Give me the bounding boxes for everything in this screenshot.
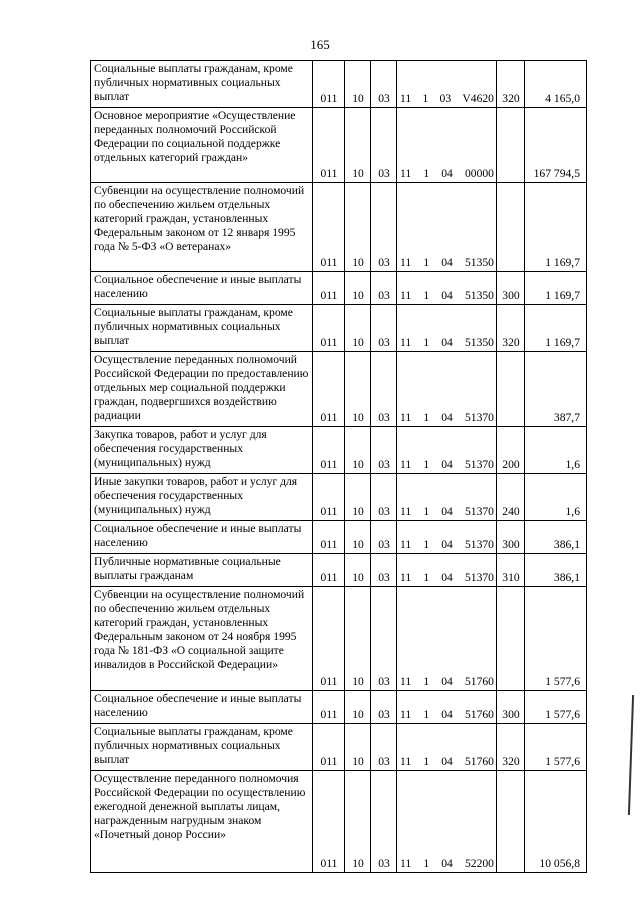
csr-part: 1 xyxy=(423,336,430,349)
csr-part: 51350 xyxy=(464,256,494,269)
table-row xyxy=(91,272,587,305)
row-csr-code xyxy=(397,474,497,521)
row-csr-code xyxy=(397,183,497,272)
row-rz-code: 10 xyxy=(345,61,371,108)
csr-part: 1 xyxy=(423,857,430,870)
row-csr-code xyxy=(397,724,497,771)
csr-parts xyxy=(400,458,494,472)
row-pr-code: 03 xyxy=(371,554,397,587)
row-sum: 1 169,7 xyxy=(525,183,587,272)
table-row xyxy=(91,61,587,108)
csr-parts xyxy=(400,571,494,585)
csr-parts xyxy=(400,857,494,871)
row-sum: 10 056,8 xyxy=(525,771,587,873)
csr-part: 11 xyxy=(400,167,412,180)
row-sum: 1 169,7 xyxy=(525,305,587,352)
row-pr-code: 03 xyxy=(371,771,397,873)
row-gr-code: 011 xyxy=(313,272,345,305)
csr-part: 04 xyxy=(441,708,453,721)
row-csr-code xyxy=(397,554,497,587)
row-name: Социальные выплаты гражданам, кроме публичных нормативных социальных выплат xyxy=(91,61,313,108)
csr-part: 51350 xyxy=(464,289,494,302)
csr-parts xyxy=(400,755,494,769)
row-vr-code xyxy=(497,183,525,272)
csr-part: 04 xyxy=(441,167,453,180)
csr-parts xyxy=(400,336,494,350)
csr-part: 1 xyxy=(423,458,430,471)
table-row xyxy=(91,352,587,427)
row-rz-code: 10 xyxy=(345,108,371,183)
csr-parts xyxy=(400,256,494,270)
csr-part: 1 xyxy=(423,708,430,721)
row-vr-code xyxy=(497,771,525,873)
row-gr-code: 011 xyxy=(313,108,345,183)
row-rz-code: 10 xyxy=(345,352,371,427)
csr-part: 04 xyxy=(441,411,453,424)
csr-part: 1 xyxy=(423,675,430,688)
table-row xyxy=(91,183,587,272)
row-name: Социальное обеспечение и иные выплаты населению xyxy=(91,691,313,724)
csr-part: 11 xyxy=(400,571,412,584)
table-row xyxy=(91,521,587,554)
row-rz-code: 10 xyxy=(345,691,371,724)
row-pr-code: 03 xyxy=(371,521,397,554)
row-csr-code xyxy=(397,61,497,108)
table-row xyxy=(91,724,587,771)
csr-part: 04 xyxy=(441,538,453,551)
row-gr-code: 011 xyxy=(313,771,345,873)
row-vr-code xyxy=(497,587,525,691)
row-csr-code xyxy=(397,305,497,352)
csr-part: 51370 xyxy=(464,411,494,424)
row-gr-code: 011 xyxy=(313,61,345,108)
csr-part: 04 xyxy=(441,857,453,870)
row-vr-code xyxy=(497,108,525,183)
row-vr-code: 300 xyxy=(497,691,525,724)
csr-part: 1 xyxy=(423,289,430,302)
row-gr-code: 011 xyxy=(313,691,345,724)
csr-parts xyxy=(400,411,494,425)
row-sum: 1 169,7 xyxy=(525,272,587,305)
row-sum: 1,6 xyxy=(525,427,587,474)
row-vr-code: 320 xyxy=(497,724,525,771)
row-pr-code: 03 xyxy=(371,61,397,108)
row-pr-code: 03 xyxy=(371,691,397,724)
csr-part: 51370 xyxy=(464,538,494,551)
row-sum: 4 165,0 xyxy=(525,61,587,108)
table-row xyxy=(91,691,587,724)
csr-part: 04 xyxy=(441,571,453,584)
table-row xyxy=(91,427,587,474)
csr-part: 11 xyxy=(400,256,412,269)
csr-part: 51370 xyxy=(464,458,494,471)
csr-part: 04 xyxy=(441,505,453,518)
row-gr-code: 011 xyxy=(313,305,345,352)
row-pr-code: 03 xyxy=(371,587,397,691)
csr-part: 11 xyxy=(400,755,412,768)
row-csr-code xyxy=(397,691,497,724)
csr-part: 11 xyxy=(400,708,412,721)
row-csr-code xyxy=(397,587,497,691)
row-name: Иные закупки товаров, работ и услуг для обеспечения государственных (муниципальных) нужд xyxy=(91,474,313,521)
csr-part: 04 xyxy=(441,289,453,302)
csr-part: 11 xyxy=(400,675,412,688)
row-vr-code: 300 xyxy=(497,521,525,554)
csr-parts xyxy=(400,675,494,689)
csr-parts xyxy=(400,289,494,303)
page-number: 165 xyxy=(310,37,330,52)
row-gr-code: 011 xyxy=(313,183,345,272)
row-csr-code xyxy=(397,352,497,427)
csr-part: 51760 xyxy=(464,755,494,768)
csr-part: 11 xyxy=(400,411,412,424)
row-vr-code: 240 xyxy=(497,474,525,521)
row-gr-code: 011 xyxy=(313,521,345,554)
csr-part: 11 xyxy=(400,538,412,551)
row-name: Социальное обеспечение и иные выплаты населению xyxy=(91,272,313,305)
budget-table xyxy=(90,60,587,873)
row-name: Осуществление переданных полномочий Российской Федерации по предоставлению отдельных мер социальной поддержки граждан, подвергшихся воздействию радиации xyxy=(91,352,313,427)
csr-part: 1 xyxy=(423,167,430,180)
row-name: Осуществление переданного полномочия Российской Федерации по осуществлению ежегодной денежной выплаты лицам, награжденным нагрудным знаком «Почетный донор России» xyxy=(91,771,313,873)
row-sum: 1,6 xyxy=(525,474,587,521)
row-sum: 167 794,5 xyxy=(525,108,587,183)
csr-part: 04 xyxy=(441,458,453,471)
row-name: Закупка товаров, работ и услуг для обеспечения государственных (муниципальных) нужд xyxy=(91,427,313,474)
csr-part: 1 xyxy=(423,256,430,269)
csr-part: V4620 xyxy=(462,92,494,105)
row-gr-code: 011 xyxy=(313,474,345,521)
csr-part: 1 xyxy=(423,505,430,518)
row-sum: 386,1 xyxy=(525,554,587,587)
row-pr-code: 03 xyxy=(371,305,397,352)
csr-part: 1 xyxy=(422,92,429,105)
csr-part: 11 xyxy=(400,458,412,471)
table-row xyxy=(91,587,587,691)
csr-part: 1 xyxy=(423,411,430,424)
csr-part: 11 xyxy=(400,289,412,302)
csr-parts xyxy=(400,167,494,181)
csr-part: 51370 xyxy=(464,505,494,518)
csr-parts xyxy=(400,92,494,106)
row-rz-code: 10 xyxy=(345,724,371,771)
row-name: Социальные выплаты гражданам, кроме публичных нормативных социальных выплат xyxy=(91,305,313,352)
row-rz-code: 10 xyxy=(345,272,371,305)
csr-part: 1 xyxy=(423,538,430,551)
table-row xyxy=(91,305,587,352)
row-csr-code xyxy=(397,108,497,183)
margin-pen-mark xyxy=(628,695,634,815)
row-csr-code xyxy=(397,521,497,554)
row-gr-code: 011 xyxy=(313,587,345,691)
csr-part: 51760 xyxy=(464,708,494,721)
csr-part: 11 xyxy=(400,505,412,518)
row-gr-code: 011 xyxy=(313,352,345,427)
row-csr-code xyxy=(397,272,497,305)
csr-part: 11 xyxy=(400,336,412,349)
row-sum: 1 577,6 xyxy=(525,587,587,691)
row-pr-code: 03 xyxy=(371,108,397,183)
row-vr-code: 300 xyxy=(497,272,525,305)
csr-part: 51350 xyxy=(464,336,494,349)
row-name: Субвенции на осуществление полномочий по обеспечению жильем отдельных категорий граждан, установленных Федеральным законом от 12 января 1995 года № 5-ФЗ «О ветеранах» xyxy=(91,183,313,272)
row-gr-code: 011 xyxy=(313,554,345,587)
row-vr-code: 310 xyxy=(497,554,525,587)
csr-part: 1 xyxy=(423,755,430,768)
row-vr-code: 200 xyxy=(497,427,525,474)
row-name: Социальное обеспечение и иные выплаты населению xyxy=(91,521,313,554)
row-rz-code: 10 xyxy=(345,474,371,521)
csr-part: 00000 xyxy=(464,167,494,180)
row-pr-code: 03 xyxy=(371,352,397,427)
row-name: Социальные выплаты гражданам, кроме публичных нормативных социальных выплат xyxy=(91,724,313,771)
table-row xyxy=(91,474,587,521)
csr-part: 04 xyxy=(441,336,453,349)
row-name: Публичные нормативные социальные выплаты гражданам xyxy=(91,554,313,587)
csr-part: 51760 xyxy=(464,675,494,688)
csr-part: 51370 xyxy=(464,571,494,584)
row-rz-code: 10 xyxy=(345,771,371,873)
row-vr-code: 320 xyxy=(497,61,525,108)
row-pr-code: 03 xyxy=(371,724,397,771)
row-vr-code: 320 xyxy=(497,305,525,352)
row-gr-code: 011 xyxy=(313,724,345,771)
csr-part: 03 xyxy=(439,92,452,105)
row-rz-code: 10 xyxy=(345,305,371,352)
csr-part: 04 xyxy=(441,755,453,768)
table-row xyxy=(91,108,587,183)
row-sum: 1 577,6 xyxy=(525,691,587,724)
row-rz-code: 10 xyxy=(345,427,371,474)
row-rz-code: 10 xyxy=(345,554,371,587)
csr-part: 1 xyxy=(423,571,430,584)
row-csr-code xyxy=(397,771,497,873)
row-name: Субвенции на осуществление полномочий по обеспечению жильем отдельных категорий граждан, установленных Федеральным законом от 24 ноября 1995 года № 181-ФЗ «О социальной защите инвалидов в Российской Федерации» xyxy=(91,587,313,691)
row-name: Основное мероприятие «Осуществление переданных полномочий Российской Федерации по социальной поддержке отдельных категорий граждан» xyxy=(91,108,313,183)
row-sum: 1 577,6 xyxy=(525,724,587,771)
row-pr-code: 03 xyxy=(371,183,397,272)
csr-part: 11 xyxy=(400,92,412,105)
csr-parts xyxy=(400,538,494,552)
csr-parts xyxy=(400,708,494,722)
row-csr-code xyxy=(397,427,497,474)
row-pr-code: 03 xyxy=(371,272,397,305)
csr-part: 11 xyxy=(400,857,412,870)
row-rz-code: 10 xyxy=(345,183,371,272)
row-rz-code: 10 xyxy=(345,587,371,691)
row-pr-code: 03 xyxy=(371,474,397,521)
row-sum: 386,1 xyxy=(525,521,587,554)
csr-part: 04 xyxy=(441,256,453,269)
row-rz-code: 10 xyxy=(345,521,371,554)
table-row xyxy=(91,771,587,873)
csr-part: 52200 xyxy=(464,857,494,870)
row-pr-code: 03 xyxy=(371,427,397,474)
csr-part: 04 xyxy=(441,675,453,688)
row-vr-code xyxy=(497,352,525,427)
row-sum: 387,7 xyxy=(525,352,587,427)
row-gr-code: 011 xyxy=(313,427,345,474)
table-row xyxy=(91,554,587,587)
csr-parts xyxy=(400,505,494,519)
